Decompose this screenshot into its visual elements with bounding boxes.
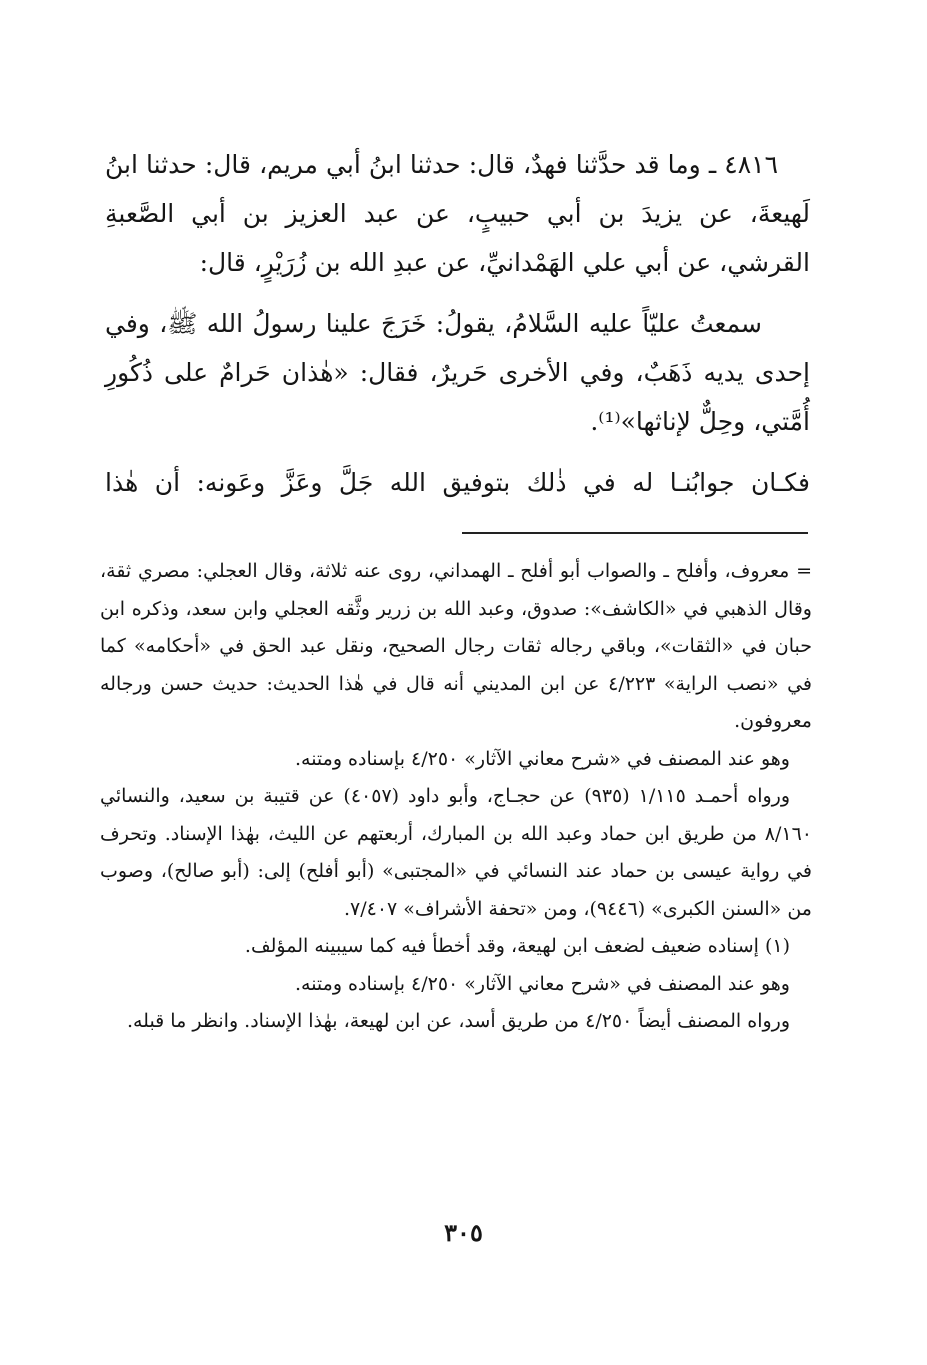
footnote-1-para-1: (١) إسناده ضعيف لضعف ابن لهيعة، وقد أخطأ فيه كما سيبينه المؤلف.: [244, 935, 790, 957]
footnotes: [100, 553, 812, 1041]
footnote-continuation-para-3: ورواه أحمـد ١/١١٥ (٩٣٥) عن حجـاج، وأبو داود (٤٠٥٧) عن قتيبة بن سعيد، والنسائي ٨/١٦٠ من طريق ابن حماد وعبد الله بن المبارك، أربعتهم عن الليث، بهٰذا الإسناد. وتحرف في رواية عيسى بن حماد عند النسائي في «المجتبى» (أبو أفلح) إلى: (أبو صالح)، وصوب من «السنن الكبرى» (٩٤٤٦)، ومن «تحفة الأشراف» ٧/٤٠٧.: [100, 785, 812, 920]
hadith-4816-isnad: ٤٨١٦ ـ وما قد حدَّثنا فهدٌ، قال: حدثنا ابنُ أبي مريم، قال: حدثنا ابنُ لَهيعةَ، عن يزيدَ بن أبي حبيبٍ، عن عبد العزيز بن أبي الصَّعبةِ القرشي، عن أبي علي الهَمْدانيِّ، عن عبدِ الله بن زُرَيْرٍ، قال:: [105, 150, 810, 277]
footnote-1-para-2: وهو عند المصنف في «شرح معاني الآثار» ٤/٢٥٠ بإسناده ومتنه.: [294, 972, 790, 995]
hadith-4816-matn: سمعتُ عليّاً عليه السَّلامُ، يقولُ: خَرَجَ علينا رسولُ الله ﷺ، وفي إحدى يديه ذَهَبٌ، وفي الأخرى حَريرٌ، فقال: «هٰذان حَرامٌ على ذُكُورِ أُمَّتي، وحِلٌّ لإناثها»⁽¹⁾.: [105, 309, 810, 436]
footnote-continuation-para-2: وهو عند المصنف في «شرح معاني الآثار» ٤/٢٥٠ بإسناده ومتنه.: [294, 747, 790, 770]
footnote-1-para-3: ورواه المصنف أيضاً ٤/٢٥٠ من طريق أسد، عن ابن لهيعة، بهٰذا الإسناد. وانظر ما قبله.: [126, 1010, 790, 1032]
footnote-continuation-para-1: = معروف، وأفلح ـ والصواب أبو أفلح ـ الهمداني، روى عنه ثلاثة، وقال العجلي: مصري ثقة، وقال الذهبي في «الكاشف»: صدوق، وعبد الله بن زرير وثَّقه العجلي وابن سعد، وذكره ابن حبان في «الثقات»، وباقي رجاله ثقات رجال الصحيح، ونقل عبد الحق في «أحكامه» كما في «نصب الراية» ٤/٢٢٣ عن ابن المديني أنه قال في هٰذا الحديث: حديث حسن ورجاله معروفون.: [100, 560, 812, 732]
commentary-paragraph: فكـان جوابُنـا له في ذٰلك بتوفيق الله جَلَّ وعَزَّ وعَونه: أن هٰذا: [105, 468, 810, 497]
footnote-separator: [462, 532, 808, 534]
page-number: ٣٠٥: [444, 1218, 483, 1247]
main-text: [105, 140, 810, 519]
